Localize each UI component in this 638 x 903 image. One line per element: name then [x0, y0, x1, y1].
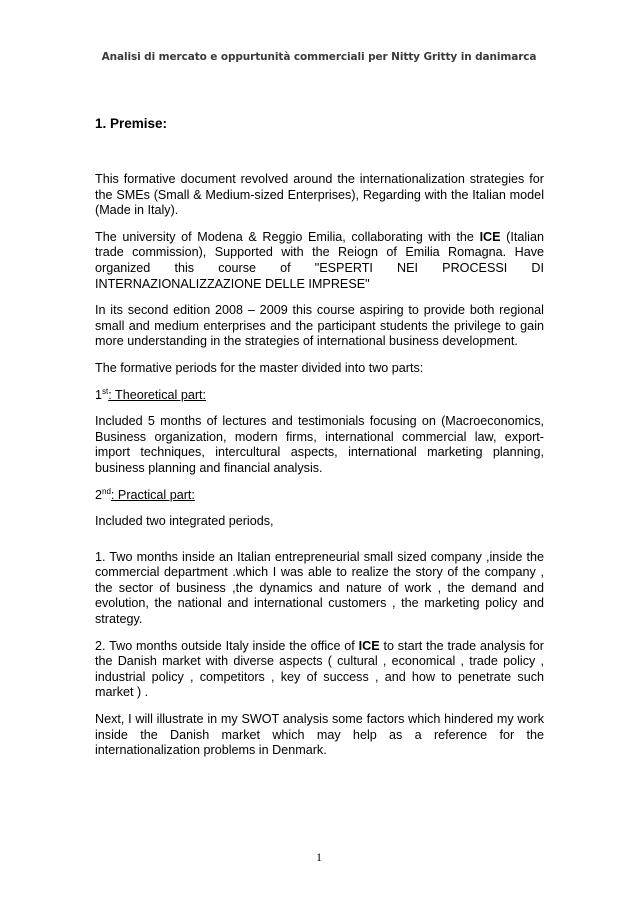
document-body [95, 172, 544, 770]
paragraph-ice-period-text-c: to start the trade analysis for the Danish market with diverse aspects ( cultural , economical , trade policy , industrial policy , competitors , key of success , and how to penetrate such market ) . [95, 638, 544, 700]
subheading-theoretical-label: : Theoretical part: [108, 387, 207, 402]
paragraph-university-text-a: The university of Modena & Reggio Emilia, collaborating with the [95, 229, 480, 244]
paragraph-edition: In its second edition 2008 – 2009 this course aspiring to provide both regional small and medium enterprises and the participant students the privilege to gain more understanding in the strategies of international business development. [95, 303, 544, 349]
paragraph-ice-period [95, 639, 544, 701]
paragraph-integrated: Included two integrated periods, [95, 514, 274, 529]
subheading-theoretical-number: 1 [95, 387, 103, 402]
subheading-theoretical-ordinal: st [102, 386, 109, 396]
subheading-practical-label: : Practical part: [110, 487, 195, 502]
page-number: 1 [316, 850, 322, 864]
paragraph-intro: This formative document revolved around the internationalization strategies for the SMEs (Small & Medium-sized Enterprises), Regarding with the Italian model (Made in Italy). [95, 172, 544, 218]
paragraph-ice-period-text-a: 2. Two months outside Italy inside the office of [95, 638, 359, 653]
ice-bold-text: ICE [479, 229, 501, 244]
paragraph-university [95, 230, 544, 292]
paragraph-company-period: 1. Two months inside an Italian entrepreneurial small sized company ,inside the commercial department .which I was able to realize the story of the company , the sector of business ,the dynamics and nature of work , the demand and evolution, the national and international customers , the marketing policy and strategy. [95, 549, 544, 627]
running-header: Analisi di mercato e oppurtunità commerciali per Nitty Gritty in danimarca [101, 51, 537, 63]
subheading-practical-number: 2 [95, 487, 103, 502]
subheading-practical-ordinal: nd [102, 486, 111, 496]
paragraph-periods: The formative periods for the master divided into two parts: [95, 360, 424, 375]
subheading-practical [95, 488, 544, 504]
paragraph-university-text-c: (Italian trade commission), Supported with the Reiogn of Emilia Romagna. Have organized this course of "ESPERTI NEI PROCESSI DI INTERNAZIONALIZZAZIONE DELLE IMPRESE" [95, 229, 544, 291]
section-heading: 1. Premise: [95, 116, 168, 131]
paragraph-swot: Next, I will illustrate in my SWOT analysis some factors which hindered my work inside the Danish market which may help as a reference for the internationalization problems in Denmark. [95, 712, 544, 758]
subheading-theoretical [95, 388, 544, 404]
ice-bold-text: ICE [358, 638, 380, 653]
paragraph-lectures: Included 5 months of lectures and testimonials focusing on (Macroeconomics, Business organization, modern firms, international commercial law, export-import techniques, intercultural aspects, international marketing planning, business planning and financial analysis. [95, 414, 544, 475]
